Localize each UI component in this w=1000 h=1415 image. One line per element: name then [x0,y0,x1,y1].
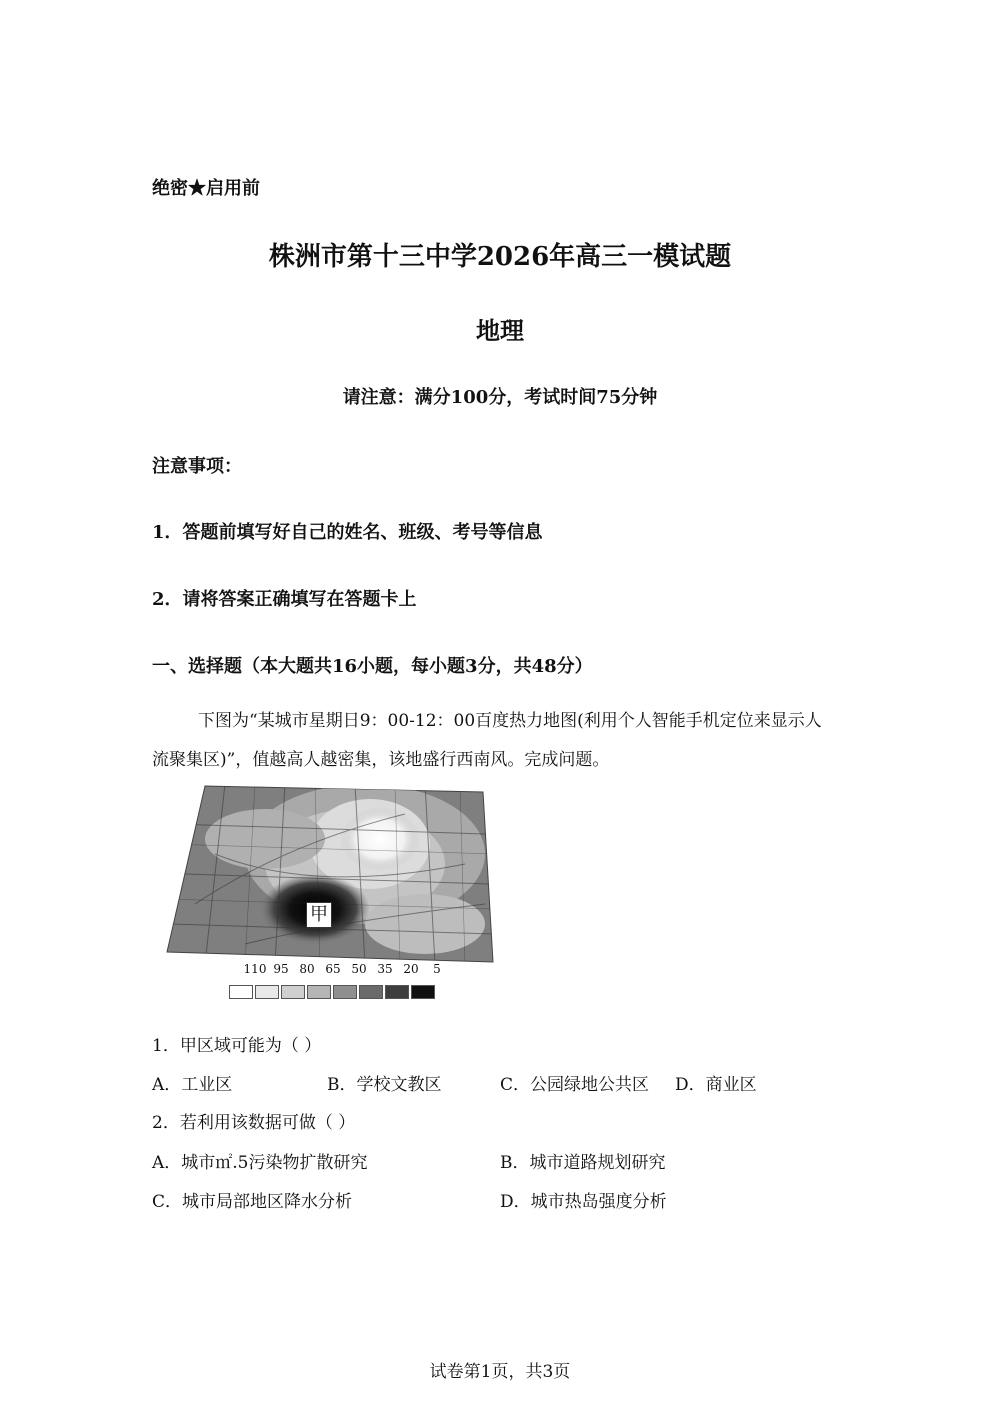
legend-swatch-7 [385,985,409,999]
intro-line-2: 流聚集区)”，值越高人越密集，该地盛行西南风。完成问题。 [152,750,610,770]
question-1-option-c[interactable]: C．公园绿地公共区 [500,1075,650,1095]
subject-title: 地理 [476,316,524,345]
legend-value: 50 [351,962,367,976]
heat-map-image [165,784,495,966]
legend-value: 80 [299,962,315,976]
legend-value: 35 [377,962,393,976]
question-2-option-a[interactable]: A．城市㎡.5污染物扩散研究 [152,1153,368,1173]
question-2-option-d[interactable]: D．城市热岛强度分析 [500,1192,667,1212]
section-heading: 一、选择题（本大题共16小题，每小题3分，共48分） [152,656,593,677]
legend-swatch-2 [255,985,279,999]
matters-item-2: 2．请将答案正确填写在答题卡上 [152,589,417,610]
question-1-stem: 1．甲区域可能为（ ） [152,1036,322,1056]
secret-label: 绝密★启用前 [152,178,260,199]
region-label-jia: 甲 [306,902,332,928]
page-footer: 试卷第1页，共3页 [429,1362,571,1382]
legend-value: 5 [433,962,441,976]
legend-value: 20 [403,962,419,976]
question-2-option-b[interactable]: B．城市道路规划研究 [500,1153,666,1173]
legend-swatch-5 [333,985,357,999]
matters-heading: 注意事项： [152,456,242,477]
matters-item-1: 1．答题前填写好自己的姓名、班级、考号等信息 [152,522,543,543]
intro-line-1: 下图为“某城市星期日9：00-12：00百度热力地图(利用个人智能手机定位来显示人 [198,711,822,731]
question-1-option-a[interactable]: A．工业区 [152,1075,233,1095]
legend-value: 95 [273,962,289,976]
heat-map-figure [165,784,495,966]
legend-swatch-6 [359,985,383,999]
question-2-stem: 2．若利用该数据可做（ ） [152,1113,356,1133]
legend-swatch-8 [411,985,435,999]
page-title: 株洲市第十三中学2026年高三一模试题 [268,242,732,272]
legend-swatch-1 [229,985,253,999]
legend-value: 65 [325,962,341,976]
exam-note: 请注意：满分100分，考试时间75分钟 [342,387,658,408]
heat-legend [229,962,441,999]
legend-swatch-4 [307,985,331,999]
question-1-option-d[interactable]: D．商业区 [675,1075,757,1095]
question-1-option-b[interactable]: B．学校文教区 [327,1075,442,1095]
legend-value: 110 [243,962,267,976]
question-2-option-c[interactable]: C．城市局部地区降水分析 [152,1192,353,1212]
legend-swatch-3 [281,985,305,999]
